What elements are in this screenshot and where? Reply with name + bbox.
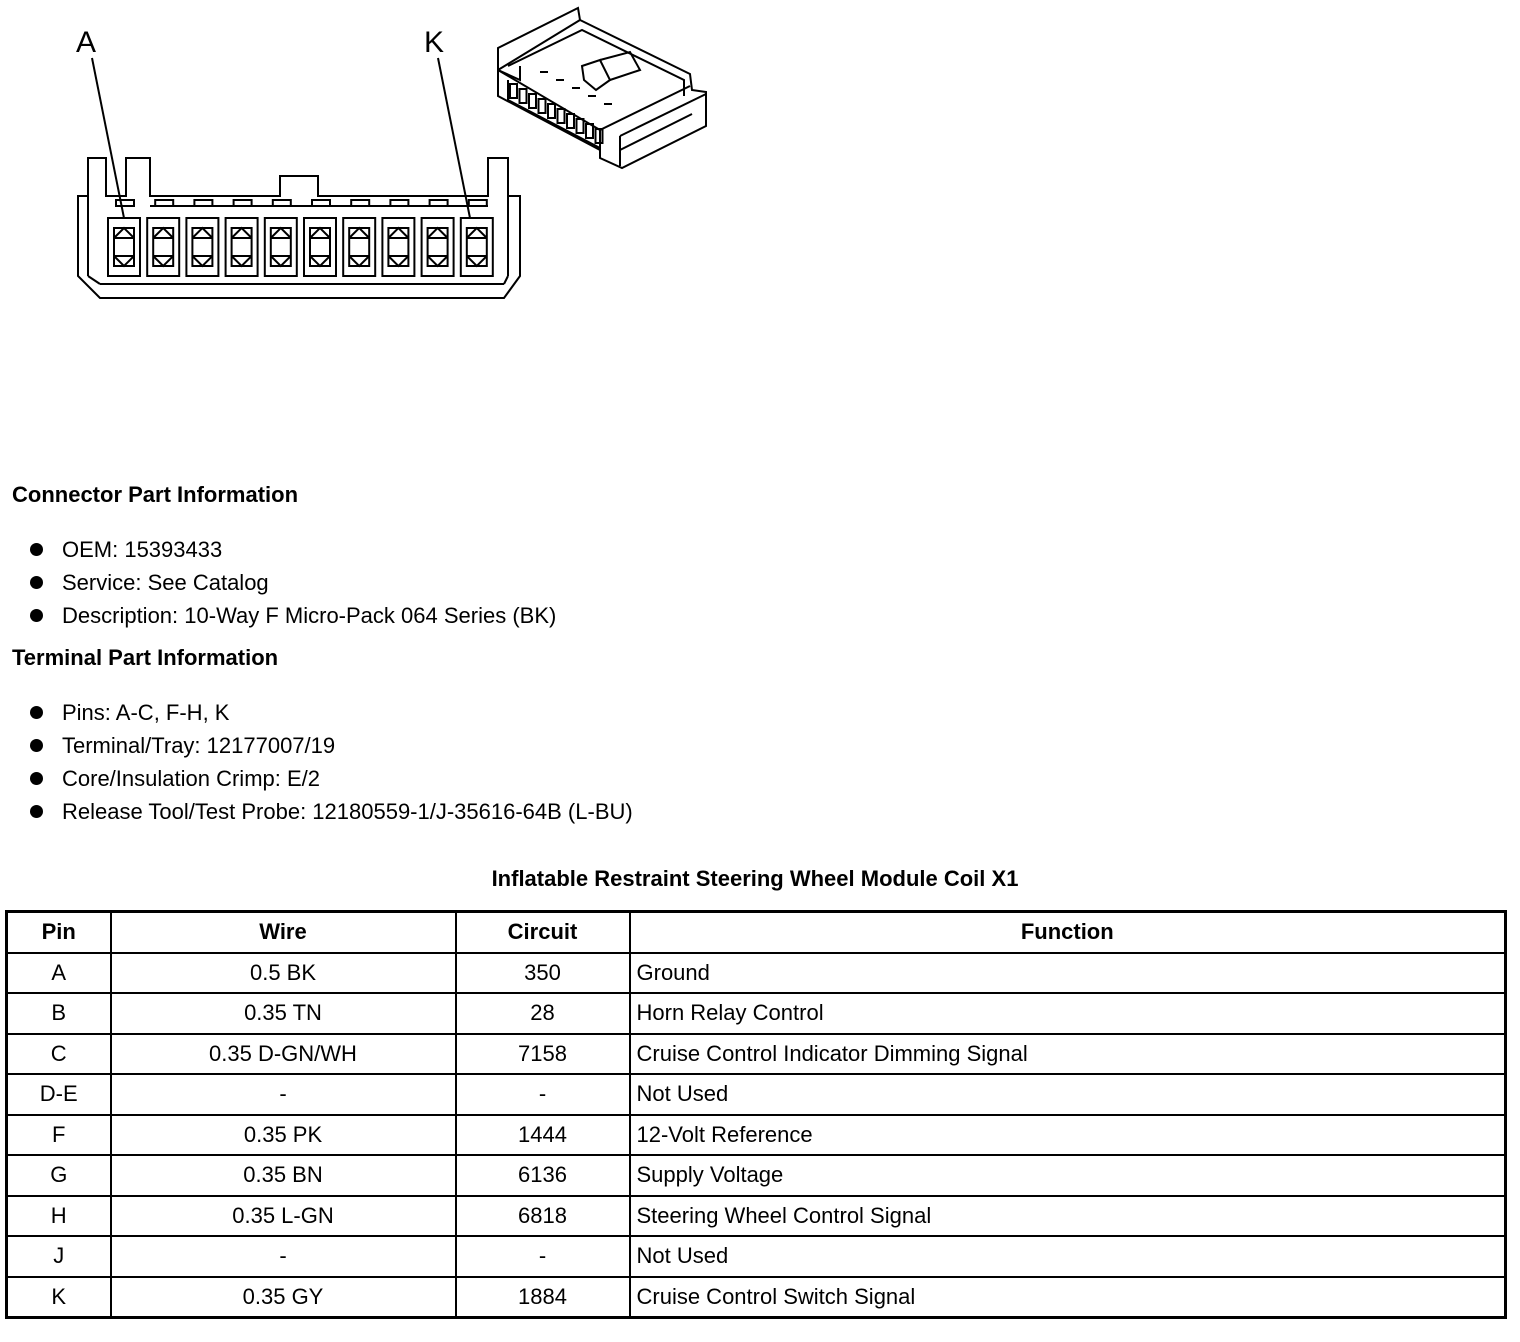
table-row	[7, 1074, 1506, 1115]
table-row	[7, 1034, 1506, 1075]
cavity-slot	[390, 200, 408, 206]
iso-cavity	[529, 94, 536, 108]
cell-wire: 0.35 D-GN/WH	[111, 1034, 456, 1075]
header-wire: Wire	[111, 912, 456, 953]
cell-wire: -	[111, 1236, 456, 1277]
cell-circuit: 1444	[456, 1115, 630, 1156]
cavity-4	[226, 218, 258, 276]
cell-wire: 0.35 PK	[111, 1115, 456, 1156]
pin-label-a: A	[76, 26, 97, 59]
cell-circuit: 6136	[456, 1155, 630, 1196]
table-row	[7, 1196, 1506, 1237]
cell-pin: D-E	[7, 1074, 111, 1115]
cavity-3	[186, 218, 218, 276]
info-list-text: Core/Insulation Crimp: E/2	[62, 766, 320, 791]
cavity-slot	[312, 200, 330, 206]
cavity-group	[108, 200, 493, 276]
info-list-item	[28, 696, 633, 729]
info-list-item	[28, 566, 556, 599]
cell-function: Horn Relay Control	[630, 993, 1506, 1034]
cell-pin: A	[7, 953, 111, 994]
iso-cavity	[510, 84, 517, 98]
cell-pin: B	[7, 993, 111, 1034]
connector-info-heading: Connector Part Information	[12, 482, 299, 507]
cell-wire: 0.5 BK	[111, 953, 456, 994]
bullet-icon	[30, 706, 43, 719]
cell-pin: C	[7, 1034, 111, 1075]
table-row	[7, 1115, 1506, 1156]
table-row	[7, 993, 1506, 1034]
pinout-table	[5, 910, 1507, 1319]
bullet-icon	[30, 805, 43, 818]
cell-circuit: 350	[456, 953, 630, 994]
cavity-slot	[116, 200, 134, 206]
table-row	[7, 1236, 1506, 1277]
cavity-9	[422, 218, 454, 276]
iso-cavity	[539, 99, 546, 113]
terminal-info-heading: Terminal Part Information	[12, 645, 279, 670]
cell-function: Not Used	[630, 1236, 1506, 1277]
cavity-6	[304, 218, 336, 276]
connector-iso-view	[498, 8, 706, 168]
cell-circuit: 6818	[456, 1196, 630, 1237]
iso-cavity	[567, 114, 574, 128]
info-list-text: OEM: 15393433	[62, 537, 223, 562]
bullet-icon	[30, 543, 43, 556]
connector-info-list	[28, 533, 556, 632]
cell-wire: 0.35 BN	[111, 1155, 456, 1196]
info-list-item	[28, 599, 556, 632]
table-row	[7, 953, 1506, 994]
cell-pin: K	[7, 1277, 111, 1318]
header-pin: Pin	[7, 912, 111, 953]
cell-pin: J	[7, 1236, 111, 1277]
table-header-row	[7, 912, 1506, 953]
cell-wire: 0.35 L-GN	[111, 1196, 456, 1237]
bullet-icon	[30, 739, 43, 752]
cavity-slot	[469, 200, 487, 206]
cavity-1	[108, 218, 140, 276]
cell-pin: G	[7, 1155, 111, 1196]
cell-function: Steering Wheel Control Signal	[630, 1196, 1506, 1237]
cell-circuit: -	[456, 1074, 630, 1115]
cell-circuit: -	[456, 1236, 630, 1277]
info-list-text: Pins: A-C, F-H, K	[62, 700, 230, 725]
header-function: Function	[630, 912, 1506, 953]
table-row	[7, 1277, 1506, 1318]
cell-pin: H	[7, 1196, 111, 1237]
bullet-icon	[30, 576, 43, 589]
bullet-icon	[30, 609, 43, 622]
bullet-icon	[30, 772, 43, 785]
cavity-2	[147, 218, 179, 276]
info-list-item	[28, 533, 556, 566]
cavity-slot	[351, 200, 369, 206]
cell-wire: 0.35 GY	[111, 1277, 456, 1318]
leader-line-k	[438, 58, 470, 218]
cell-circuit: 7158	[456, 1034, 630, 1075]
cavity-slot	[234, 200, 252, 206]
cell-wire: -	[111, 1074, 456, 1115]
cell-circuit: 1884	[456, 1277, 630, 1318]
cell-function: Cruise Control Indicator Dimming Signal	[630, 1034, 1506, 1075]
leader-line-a	[92, 58, 124, 218]
iso-cavity	[548, 104, 555, 118]
cell-pin: F	[7, 1115, 111, 1156]
cavity-slot	[155, 200, 173, 206]
connector-diagram	[0, 0, 760, 320]
cell-function: Supply Voltage	[630, 1155, 1506, 1196]
cell-wire: 0.35 TN	[111, 993, 456, 1034]
info-list-item	[28, 729, 633, 762]
cavity-5	[265, 218, 297, 276]
terminal-info-list	[28, 696, 633, 828]
info-list-item	[28, 795, 633, 828]
table-row	[7, 1155, 1506, 1196]
iso-cavity	[520, 89, 527, 103]
info-list-text: Service: See Catalog	[62, 570, 269, 595]
cavity-7	[343, 218, 375, 276]
table-title: Inflatable Restraint Steering Wheel Module Coil X1	[491, 866, 1019, 891]
info-list-item	[28, 762, 633, 795]
info-list-text: Release Tool/Test Probe: 12180559-1/J-35616-64B (L-BU)	[62, 799, 633, 824]
iso-cavity	[558, 109, 565, 123]
header-circuit: Circuit	[456, 912, 630, 953]
pin-label-k: K	[424, 26, 445, 59]
info-list-text: Description: 10-Way F Micro-Pack 064 Series (BK)	[62, 603, 557, 628]
iso-cavity	[577, 119, 584, 133]
cell-function: Ground	[630, 953, 1506, 994]
cavity-slot	[430, 200, 448, 206]
cell-function: 12-Volt Reference	[630, 1115, 1506, 1156]
cavity-slot	[194, 200, 212, 206]
info-list-text: Terminal/Tray: 12177007/19	[62, 733, 336, 758]
cell-function: Not Used	[630, 1074, 1506, 1115]
cavity-8	[382, 218, 414, 276]
cavity-slot	[273, 200, 291, 206]
cell-circuit: 28	[456, 993, 630, 1034]
cell-function: Cruise Control Switch Signal	[630, 1277, 1506, 1318]
cavity-10	[461, 218, 493, 276]
